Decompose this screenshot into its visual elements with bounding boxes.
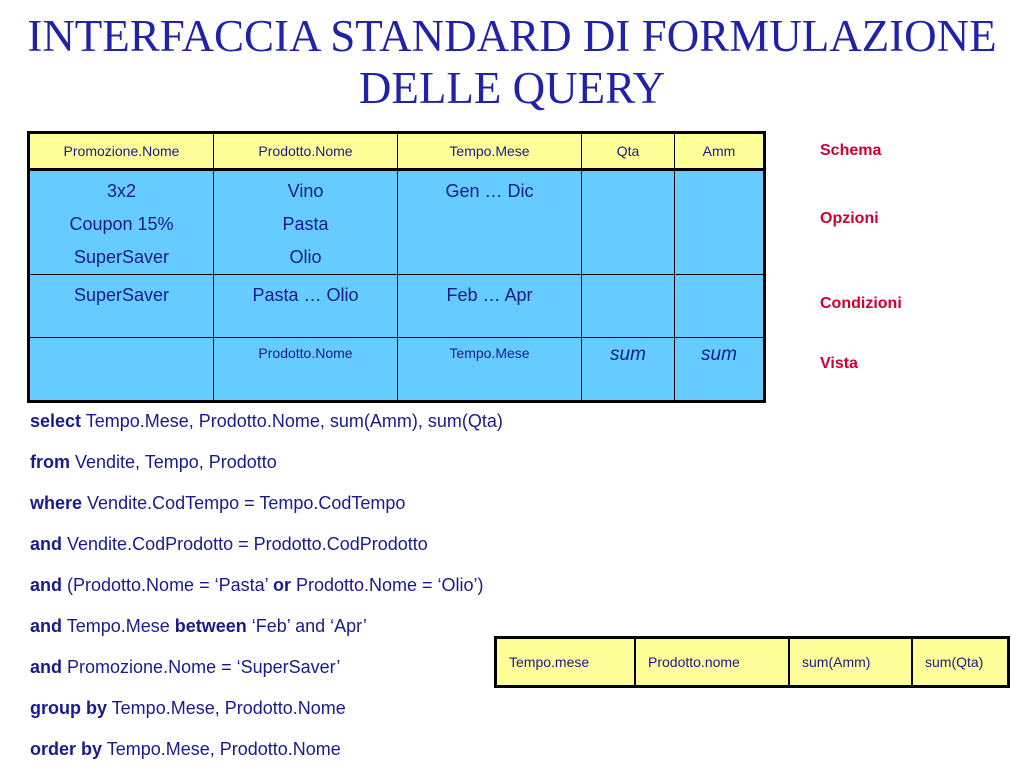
sql-keyword: and <box>30 616 63 636</box>
vista-aggregate-cell[interactable]: sum <box>582 338 675 402</box>
sql-text: ‘Feb’ and ‘Apr’ <box>246 616 367 636</box>
opzioni-label: Opzioni <box>820 210 879 227</box>
sql-line <box>30 736 503 777</box>
vista-cell[interactable]: Prodotto.Nome <box>214 338 398 402</box>
vista-cell[interactable] <box>29 338 214 402</box>
result-header-cell: sum(Amm) <box>789 638 912 687</box>
condizioni-label: Condizioni <box>820 295 902 312</box>
sql-keyword: and <box>30 575 63 595</box>
schema-cell[interactable]: Prodotto.Nome <box>214 133 398 170</box>
options-cell[interactable] <box>29 170 214 275</box>
condition-cell[interactable] <box>675 275 765 338</box>
option-value: 3x2 <box>106 181 137 201</box>
result-table <box>494 636 1010 688</box>
condition-cell[interactable] <box>582 275 675 338</box>
sql-keyword: group by <box>30 698 107 718</box>
sql-line <box>30 408 503 449</box>
vista-row <box>29 338 765 402</box>
sql-keyword: and <box>30 657 63 677</box>
sql-keyword: or <box>272 575 291 595</box>
result-header-cell: Tempo.mese <box>496 638 636 687</box>
sql-text: Vendite.CodTempo = Tempo.CodTempo <box>82 493 406 513</box>
vista-label: Vista <box>820 355 858 372</box>
option-value: Coupon 15% <box>69 214 174 234</box>
schema-cell[interactable]: Qta <box>582 133 675 170</box>
sql-keyword: order by <box>30 739 103 759</box>
sql-line <box>30 572 503 613</box>
result-header-cell: sum(Qta) <box>912 638 1009 687</box>
schema-cell[interactable]: Amm <box>675 133 765 170</box>
sql-text: Prodotto.Nome = ‘Olio’) <box>290 575 484 595</box>
option-value: Olio <box>289 247 322 267</box>
sql-text: (Prodotto.Nome = ‘Pasta’ <box>62 575 273 595</box>
vista-cell[interactable]: Tempo.Mese <box>398 338 582 402</box>
sql-line <box>30 695 503 736</box>
result-header-cell: Prodotto.nome <box>635 638 789 687</box>
sql-text: Promozione.Nome = ‘SuperSaver’ <box>62 657 341 677</box>
condition-cell[interactable]: Feb … Apr <box>398 275 582 338</box>
option-value: Vino <box>287 181 324 201</box>
options-row <box>29 170 765 275</box>
condition-cell[interactable]: Pasta … Olio <box>214 275 398 338</box>
sql-keyword: and <box>30 534 63 554</box>
conditions-row <box>29 275 765 338</box>
schema-cell[interactable]: Promozione.Nome <box>29 133 214 170</box>
condition-cell[interactable]: SuperSaver <box>29 275 214 338</box>
schema-cell[interactable]: Tempo.Mese <box>398 133 582 170</box>
sql-line <box>30 654 503 695</box>
sql-text: Tempo.Mese, Prodotto.Nome, sum(Amm), sum(Qta) <box>81 411 503 431</box>
sql-text: Tempo.Mese, Prodotto.Nome <box>102 739 341 759</box>
sql-query <box>30 408 503 777</box>
qbe-grid <box>27 131 766 403</box>
sql-keyword: between <box>174 616 247 636</box>
sql-keyword: where <box>30 493 83 513</box>
sql-keyword: select <box>30 411 82 431</box>
schema-row <box>29 133 765 170</box>
sql-line <box>30 490 503 531</box>
sql-keyword: from <box>30 452 70 472</box>
page-title: INTERFACCIA STANDARD DI FORMULAZIONE DELLE QUERY <box>27 11 997 113</box>
sql-text: Tempo.Mese <box>62 616 175 636</box>
options-cell[interactable] <box>398 170 582 275</box>
vista-aggregate-cell[interactable]: sum <box>675 338 765 402</box>
sql-text: Vendite.CodProdotto = Prodotto.CodProdotto <box>62 534 428 554</box>
schema-label: Schema <box>820 142 882 159</box>
option-value: SuperSaver <box>73 247 170 267</box>
sql-line <box>30 531 503 572</box>
options-cell[interactable] <box>675 170 765 275</box>
sql-line <box>30 449 503 490</box>
sql-line <box>30 613 503 654</box>
result-header-row <box>496 638 1009 687</box>
sql-text: Vendite, Tempo, Prodotto <box>70 452 277 472</box>
option-value: Pasta <box>282 214 329 234</box>
option-value: Gen … Dic <box>445 181 534 201</box>
sql-text: Tempo.Mese, Prodotto.Nome <box>107 698 346 718</box>
options-cell[interactable] <box>214 170 398 275</box>
options-cell[interactable] <box>582 170 675 275</box>
